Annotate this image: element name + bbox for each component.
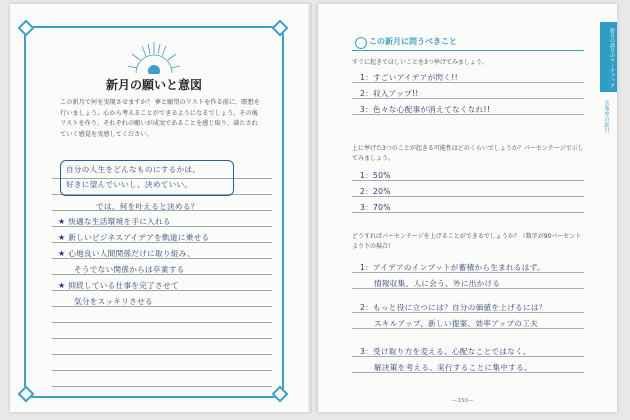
list-item: ★ 快適な生活環境を手に入れる — [58, 217, 171, 226]
list-item: 気分をスッキリさせる — [74, 297, 153, 306]
bubble-line: 自分の人生をどんなものにするかは、 — [66, 165, 201, 174]
list-item: ★ 心地良い人間関係だけに取り組み、 — [58, 249, 195, 258]
question-1: すぐに起きてほしいことを3つ挙げてみましょう。 — [352, 59, 488, 66]
star-icon: ★ — [58, 281, 66, 290]
answer-line: 1：50% — [360, 171, 391, 180]
page-title: 新月の願いと意図 — [105, 78, 202, 92]
book-spine — [308, 4, 319, 412]
answer-line: 情報収集、人に会う、外に出かける — [374, 279, 501, 288]
answer-line: 1：すごいアイデアが閃く!! — [360, 73, 458, 82]
star-icon: ★ — [58, 249, 66, 258]
title-underline — [352, 50, 584, 51]
answer-line: スキルアップ、新しい提案、効率アップの工夫 — [374, 319, 539, 328]
answer-line: 3：受け取り方を変える。心配なことではなく、 — [360, 347, 531, 356]
answer-line: 2：20% — [360, 187, 391, 196]
answer-line: 解決策を考える、実行することに集中する。 — [374, 363, 532, 372]
answer-line: 2：もっと役に立つには？自分の価値を上げるには？ — [360, 303, 547, 312]
answer-line: 3：70% — [360, 203, 391, 212]
intro-paragraph: この新月で何を実現させますか？ 夢と願望のリストを作る前に、瞑想を行いましょう。心から考えることができるようになるでしょう。その後リストを作り、それぞれの願いが成実であることを感じ取り、満たされていく感覚を実感してください。 — [60, 99, 260, 138]
list-item: ★ 抑続している仕事を完了させて — [58, 281, 179, 290]
question-2: 上に挙げた3つのことが起きる可能性はどのくらいでしょうか？パーセンテージで示してみましょう。 — [352, 145, 584, 162]
list-item: ★ 新しいビジネスアイデアを軌道に乗せる — [58, 233, 210, 242]
moon-icon — [355, 37, 367, 49]
question-3: どうすればパーセンテージを上げることができるでしょうか？（数字が90パーセントより下の場合） — [352, 233, 582, 250]
answer-line: 3：色々な心配事が消えてなくなれ!! — [360, 105, 491, 114]
section-title: この新月に問うべきこと — [369, 37, 457, 46]
tab-label: 新月の満月のワークブック — [609, 28, 615, 88]
answer-line: 1：アイデアのインプットが蓄積から生まれるはず。 — [360, 263, 545, 272]
prompt-line: では、何を叶えると決める？ — [96, 202, 199, 211]
star-icon: ★ — [58, 233, 66, 242]
answer-line: 2：収入アップ!! — [360, 89, 419, 98]
star-icon: ★ — [58, 217, 66, 226]
page-number: —150— — [452, 398, 474, 404]
list-item: そうでない関係からは卒業する — [74, 265, 185, 274]
bubble-line: 好きに望んでいいし、決めていい。 — [66, 180, 193, 189]
new-moon-sun-icon — [124, 40, 184, 74]
side-label: 水瓶座の新月 — [603, 100, 609, 133]
